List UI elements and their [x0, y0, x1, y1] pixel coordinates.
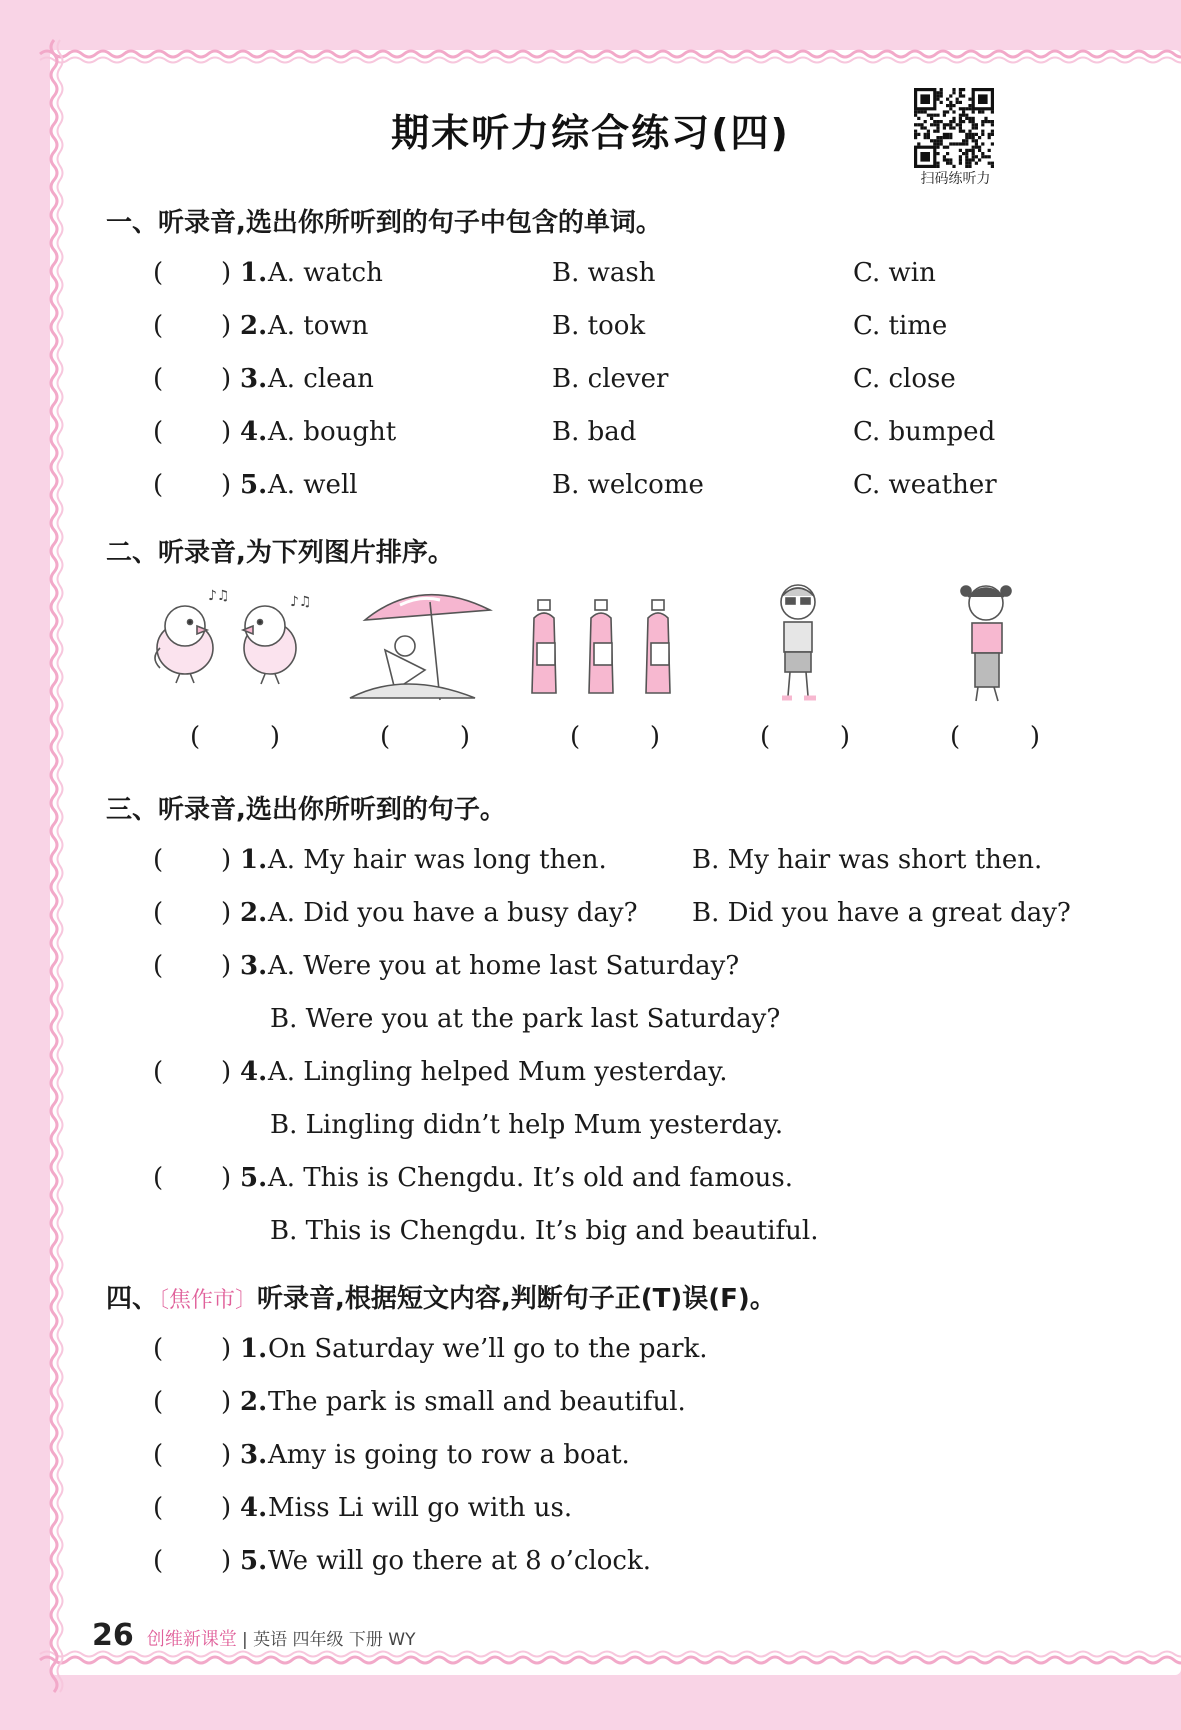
- option-a: A. town: [268, 311, 369, 341]
- option-b: B. Were you at the park last Saturday?: [270, 1004, 781, 1034]
- option-a: A. watch: [268, 258, 383, 288]
- item-number: 2.: [240, 898, 268, 928]
- answer-blank[interactable]: ( ): [153, 417, 232, 447]
- option-a: A. well: [268, 470, 358, 500]
- item-number: 2.: [240, 1387, 268, 1417]
- section2-heading: 二、听录音,为下列图片排序。: [106, 538, 454, 568]
- page-title: 期末听力综合练习(四): [391, 111, 790, 155]
- footer-info: | 英语 四年级 下册 WY: [241, 1630, 416, 1650]
- section4-heading-rest: 听录音,根据短文内容,判断句子正(T)误(F)。: [257, 1284, 776, 1314]
- item-number: 1.: [240, 258, 268, 288]
- option-a: A. Lingling helped Mum yesterday.: [268, 1057, 728, 1087]
- option-a: A. clean: [268, 364, 374, 394]
- answer-blank[interactable]: ( ): [153, 364, 232, 394]
- item-number: 3.: [240, 1440, 268, 1470]
- svg-text:♪♫: ♪♫: [208, 588, 230, 604]
- wavy-border-left: [40, 40, 66, 1674]
- option-b: B. wash: [552, 258, 656, 288]
- boy-with-glasses-picture: [758, 580, 838, 705]
- section4-heading-prefix: 四、: [106, 1284, 159, 1314]
- answer-blank[interactable]: ( ): [153, 258, 232, 288]
- option-c: C. weather: [853, 470, 997, 500]
- option-b: B. took: [552, 311, 646, 341]
- picture-order-blank[interactable]: ( ): [950, 722, 1040, 752]
- qr-code-icon[interactable]: [914, 88, 994, 168]
- option-c: C. bumped: [853, 417, 996, 447]
- option-a: A. Were you at home last Saturday?: [268, 951, 740, 981]
- birds-singing-picture: [140, 578, 320, 698]
- option-b: B. My hair was short then.: [692, 845, 1043, 875]
- option-a: A. bought: [268, 417, 397, 447]
- footer-brand: 创维新课堂: [146, 1629, 237, 1650]
- item-number: 1.: [240, 1334, 268, 1364]
- qr-caption: 扫码练听力: [920, 171, 991, 187]
- option-c: C. win: [853, 258, 936, 288]
- option-b: B. welcome: [552, 470, 704, 500]
- item-number: 2.: [240, 311, 268, 341]
- answer-blank[interactable]: ( ): [153, 951, 232, 981]
- statement-text: Miss Li will go with us.: [268, 1493, 573, 1523]
- item-number: 4.: [240, 417, 268, 447]
- answer-blank[interactable]: ( ): [153, 1493, 232, 1523]
- footer: [92, 1618, 415, 1653]
- option-c: C. close: [853, 364, 956, 394]
- option-b: B. Lingling didn’t help Mum yesterday.: [270, 1110, 784, 1140]
- item-number: 4.: [240, 1057, 268, 1087]
- answer-blank[interactable]: ( ): [153, 845, 232, 875]
- item-number: 1.: [240, 845, 268, 875]
- wavy-border-top: [40, 40, 1181, 66]
- picture-order-blank[interactable]: ( ): [760, 722, 850, 752]
- statement-text: The park is small and beautiful.: [268, 1387, 686, 1417]
- section1-heading: 一、听录音,选出你所听到的句子中包含的单词。: [106, 208, 662, 238]
- answer-blank[interactable]: ( ): [153, 1440, 232, 1470]
- answer-blank[interactable]: ( ): [153, 1546, 232, 1576]
- item-number: 5.: [240, 470, 268, 500]
- picture-order-blank[interactable]: ( ): [190, 722, 280, 752]
- option-b: B. bad: [552, 417, 637, 447]
- option-a: A. This is Chengdu. It’s old and famous.: [268, 1163, 793, 1193]
- answer-blank[interactable]: ( ): [153, 1057, 232, 1087]
- answer-blank[interactable]: ( ): [153, 898, 232, 928]
- statement-text: Amy is going to row a boat.: [268, 1440, 630, 1470]
- statement-text: On Saturday we’ll go to the park.: [268, 1334, 708, 1364]
- item-number: 5.: [240, 1163, 268, 1193]
- section4-region-tag: 〔焦作市〕: [158, 1288, 258, 1313]
- statement-text: We will go there at 8 o’clock.: [268, 1546, 651, 1576]
- answer-blank[interactable]: ( ): [153, 1163, 232, 1193]
- three-bottles-picture: [528, 598, 678, 698]
- answer-blank[interactable]: ( ): [153, 311, 232, 341]
- person-under-umbrella-picture: [345, 580, 505, 705]
- section3-heading: 三、听录音,选出你所听到的句子。: [106, 795, 506, 825]
- picture-order-blank[interactable]: ( ): [380, 722, 470, 752]
- picture-order-blank[interactable]: ( ): [570, 722, 660, 752]
- girl-with-stomachache-picture: [948, 575, 1028, 710]
- answer-blank[interactable]: ( ): [153, 1387, 232, 1417]
- item-number: 3.: [240, 364, 268, 394]
- section4-heading: [106, 1278, 776, 1315]
- option-a: A. My hair was long then.: [268, 845, 607, 875]
- answer-blank[interactable]: ( ): [153, 470, 232, 500]
- svg-text:♪♫: ♪♫: [290, 594, 312, 610]
- option-c: C. time: [853, 311, 948, 341]
- item-number: 4.: [240, 1493, 268, 1523]
- answer-blank[interactable]: ( ): [153, 1334, 232, 1364]
- item-number: 5.: [240, 1546, 268, 1576]
- page-number: 26: [92, 1618, 134, 1653]
- option-b: B. This is Chengdu. It’s big and beautiful.: [270, 1216, 819, 1246]
- option-b: B. Did you have a great day?: [692, 898, 1071, 928]
- item-number: 3.: [240, 951, 268, 981]
- option-b: B. clever: [552, 364, 669, 394]
- option-a: A. Did you have a busy day?: [268, 898, 638, 928]
